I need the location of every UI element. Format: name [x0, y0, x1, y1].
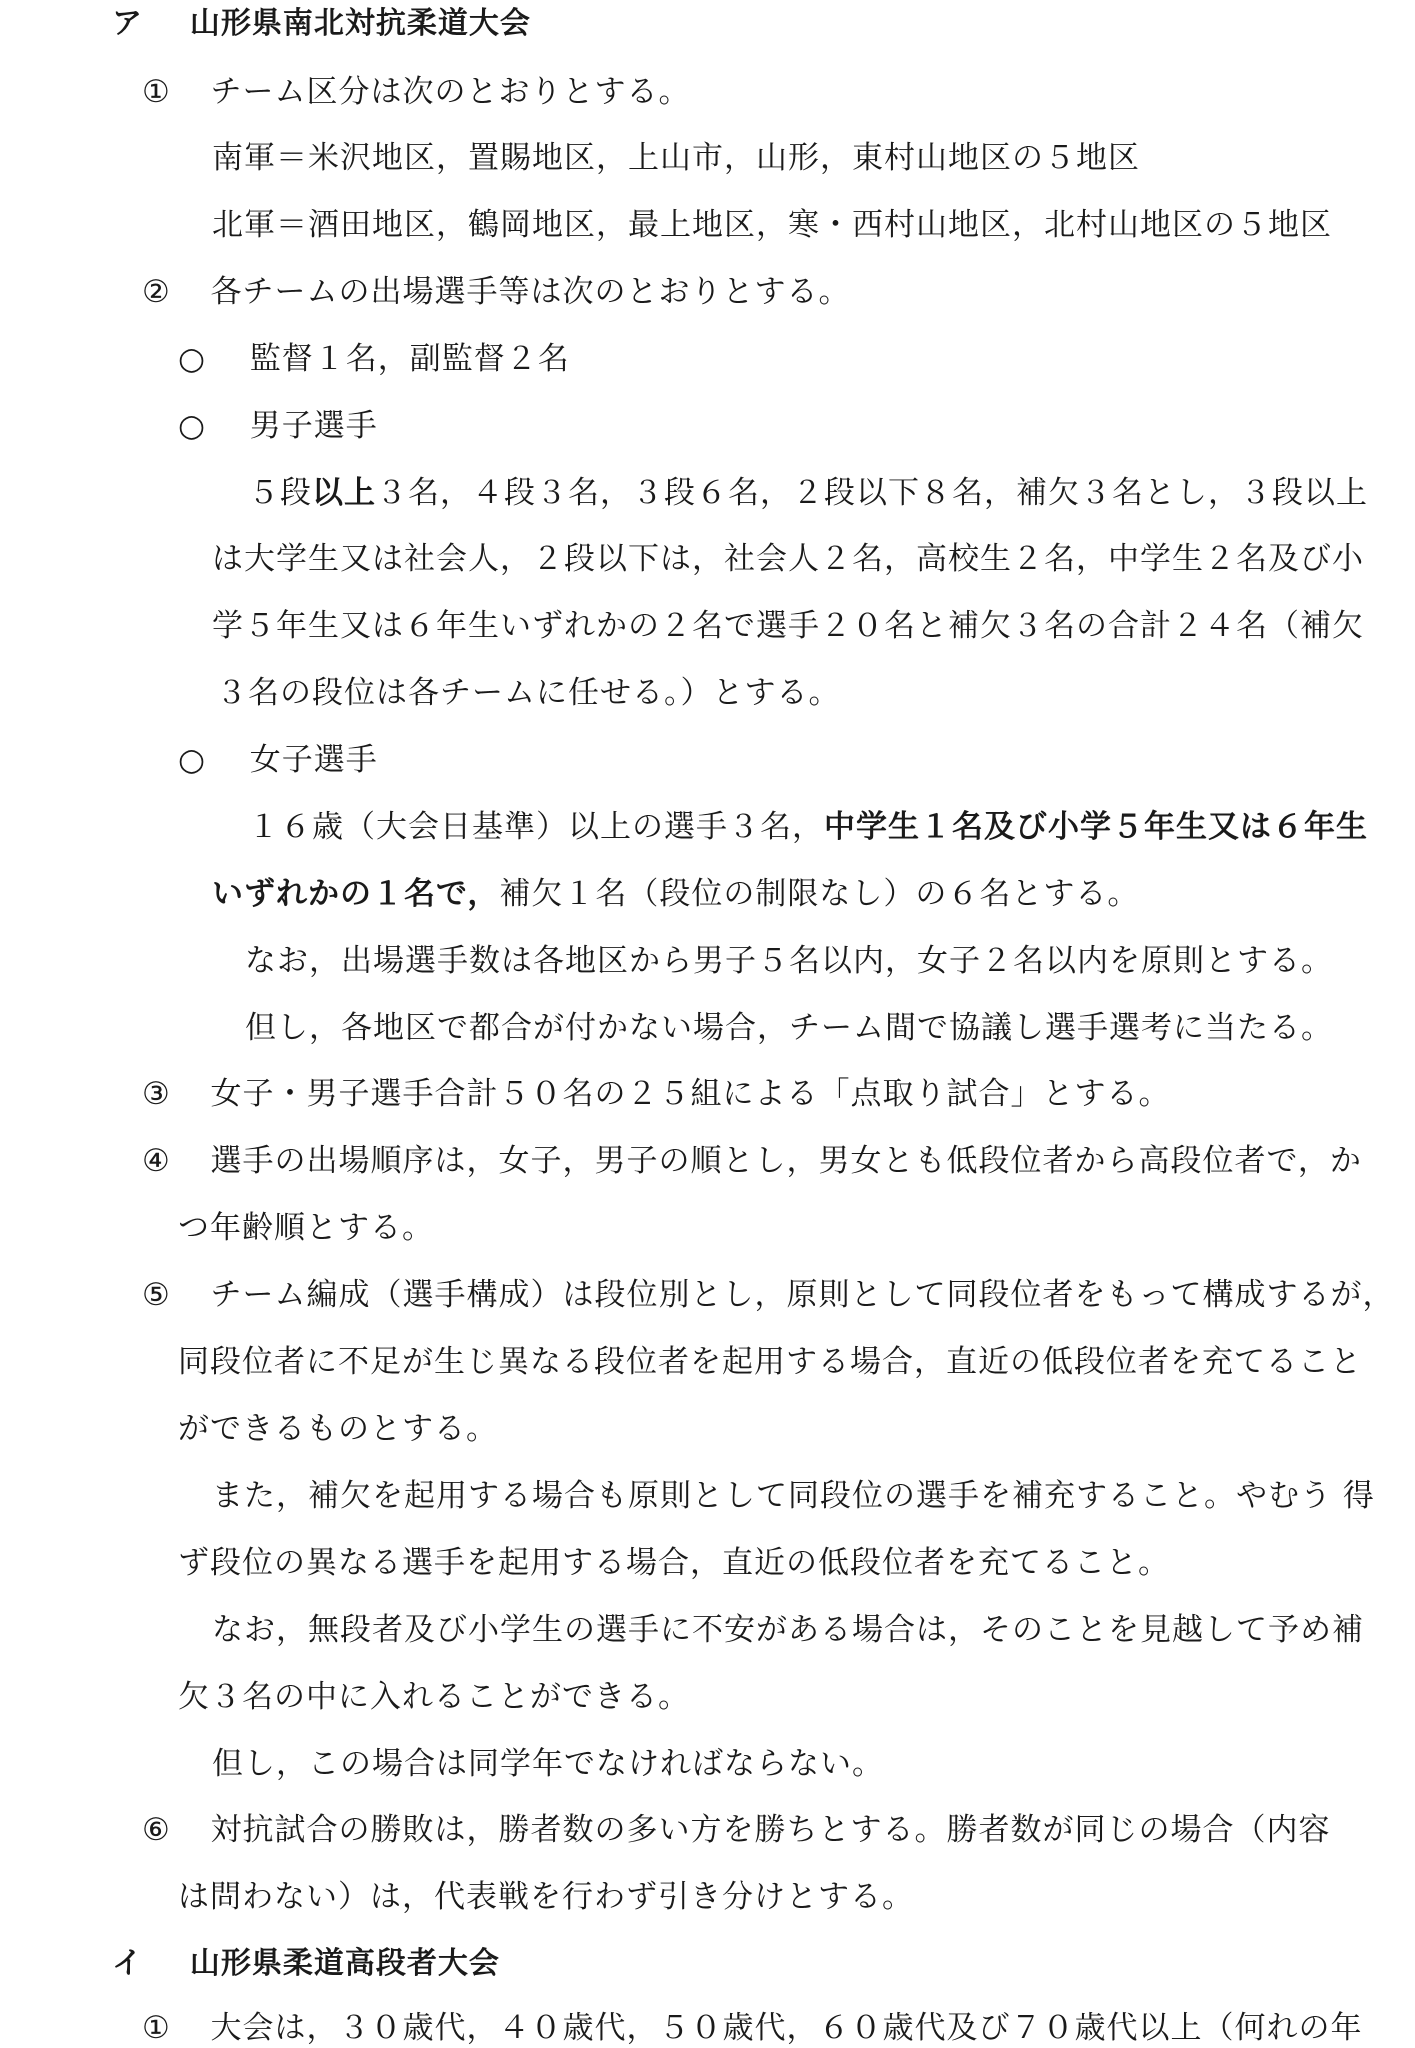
- item-a3: [142, 1074, 1171, 1114]
- men-paragraph-4: ３名の段位は各チームに任せる。）とする。: [216, 675, 841, 711]
- women-p1-a: １６歳（大会日基準）以上の選手３名，: [248, 809, 824, 845]
- item-i1: [142, 2008, 1363, 2048]
- item-a3-text: 女子・男子選手合計５０名の２５組による「点取り試合」とする。: [210, 1076, 1171, 1112]
- men-paragraph-3: 学５年生又は６年生いずれかの２名で選手２０名と補欠３名の合計２４名（補欠: [212, 608, 1364, 644]
- men-heading-line: [178, 406, 378, 446]
- women-paragraph-2: [212, 874, 1139, 914]
- women-heading: 女子選手: [249, 742, 378, 778]
- staff-text: 監督１名，副監督２名: [249, 341, 570, 377]
- item-a5-text-2: 同段位者に不足が生じ異なる段位者を起用する場合，直近の低段位者を充てること: [178, 1344, 1362, 1380]
- item-a2-text: 各チームの出場選手等は次のとおりとする。: [210, 274, 851, 310]
- item-a4-text-1: 選手の出場順序は，女子，男子の順とし，男女とも低段位者から高段位者で，か: [210, 1143, 1362, 1179]
- women-heading-line: [178, 740, 378, 780]
- item-a1: [142, 72, 691, 112]
- section-i-heading: [112, 1944, 500, 1984]
- women-p1-bold: 中学生１名及び小学５年生又は６年生: [824, 809, 1368, 845]
- section-a-heading: [112, 4, 531, 44]
- item-a6-marker: ⑥: [142, 1812, 171, 1848]
- item-a5-text-4: また，補欠を起用する場合も原則として同段位の選手を補充すること。やむう 得: [212, 1478, 1375, 1514]
- item-a5: [142, 1275, 1395, 1315]
- item-a5-marker: ⑤: [142, 1277, 171, 1313]
- item-a2: [142, 272, 851, 312]
- item-i1-text: 大会は，３０歳代，４０歳代，５０歳代，６０歳代及び７０歳代以上（何れの年: [210, 2010, 1363, 2046]
- circle-bullet: ○: [178, 408, 207, 444]
- men-p1-b: ３名，４段３名，３段６名，２段以下８名，補欠３名とし，３段以上: [376, 475, 1368, 511]
- section-i-title: 山形県柔道高段者大会: [189, 1946, 500, 1981]
- item-a5-text-5: ず段位の異なる選手を起用する場合，直近の低段位者を充てること。: [178, 1545, 1170, 1581]
- circle-bullet: ○: [178, 742, 207, 778]
- item-a4-marker: ④: [142, 1143, 171, 1179]
- item-a6-text-1: 対抗試合の勝敗は，勝者数の多い方を勝ちとする。勝者数が同じの場合（内容: [210, 1812, 1331, 1848]
- item-a5-text-3: ができるものとする。: [178, 1411, 498, 1447]
- item-a6: [142, 1810, 1331, 1850]
- item-a5-text-7: 欠３名の中に入れることができる。: [178, 1679, 690, 1715]
- note-2: 但し，各地区で都合が付かない場合，チーム間で協議し選手選考に当たる。: [245, 1010, 1333, 1046]
- men-p1-bold: 以上: [312, 475, 376, 511]
- section-a-marker: ア: [112, 6, 143, 41]
- item-a1-text: チーム区分は次のとおりとする。: [210, 74, 691, 110]
- section-a-title: 山形県南北対抗柔道大会: [189, 6, 531, 41]
- staff-line: [178, 339, 570, 379]
- item-a2-marker: ②: [142, 274, 171, 310]
- item-a4: [142, 1141, 1362, 1181]
- item-a5-text-1: チーム編成（選手構成）は段位別とし，原則として同段位者をもって構成するが，: [210, 1277, 1395, 1313]
- note-1: なお，出場選手数は各地区から男子５名以内，女子２名以内を原則とする。: [245, 943, 1333, 979]
- circle-bullet: ○: [178, 341, 207, 377]
- item-a1-north: 北軍＝酒田地区，鶴岡地区，最上地区，寒・西村山地区，北村山地区の５地区: [212, 207, 1332, 243]
- men-paragraph-2: は大学生又は社会人，２段以下は，社会人２名，高校生２名，中学生２名及び小: [212, 541, 1364, 577]
- men-p1-a: ５段: [248, 475, 312, 511]
- item-a3-marker: ③: [142, 1076, 171, 1112]
- women-paragraph-1: [248, 807, 1368, 847]
- item-a1-south: 南軍＝米沢地区，置賜地区，上山市，山形，東村山地区の５地区: [212, 140, 1140, 176]
- women-p2-b: 補欠１名（段位の制限なし）の６名とする。: [499, 876, 1140, 912]
- item-i1-marker: ①: [142, 2010, 171, 2046]
- item-a4-text-2: つ年齢順とする。: [178, 1210, 434, 1246]
- item-a5-text-8: 但し，この場合は同学年でなければならない。: [212, 1746, 884, 1782]
- men-paragraph-1: [248, 473, 1368, 513]
- section-i-marker: イ: [112, 1946, 143, 1981]
- item-a6-text-2: は問わない）は，代表戦を行わず引き分けとする。: [178, 1879, 914, 1915]
- item-a5-text-6: なお，無段者及び小学生の選手に不安がある場合は，そのことを見越して予め補: [212, 1612, 1364, 1648]
- women-p2-bold: いずれかの１名で，: [212, 876, 500, 912]
- item-a1-marker: ①: [142, 74, 171, 110]
- men-heading: 男子選手: [249, 408, 378, 444]
